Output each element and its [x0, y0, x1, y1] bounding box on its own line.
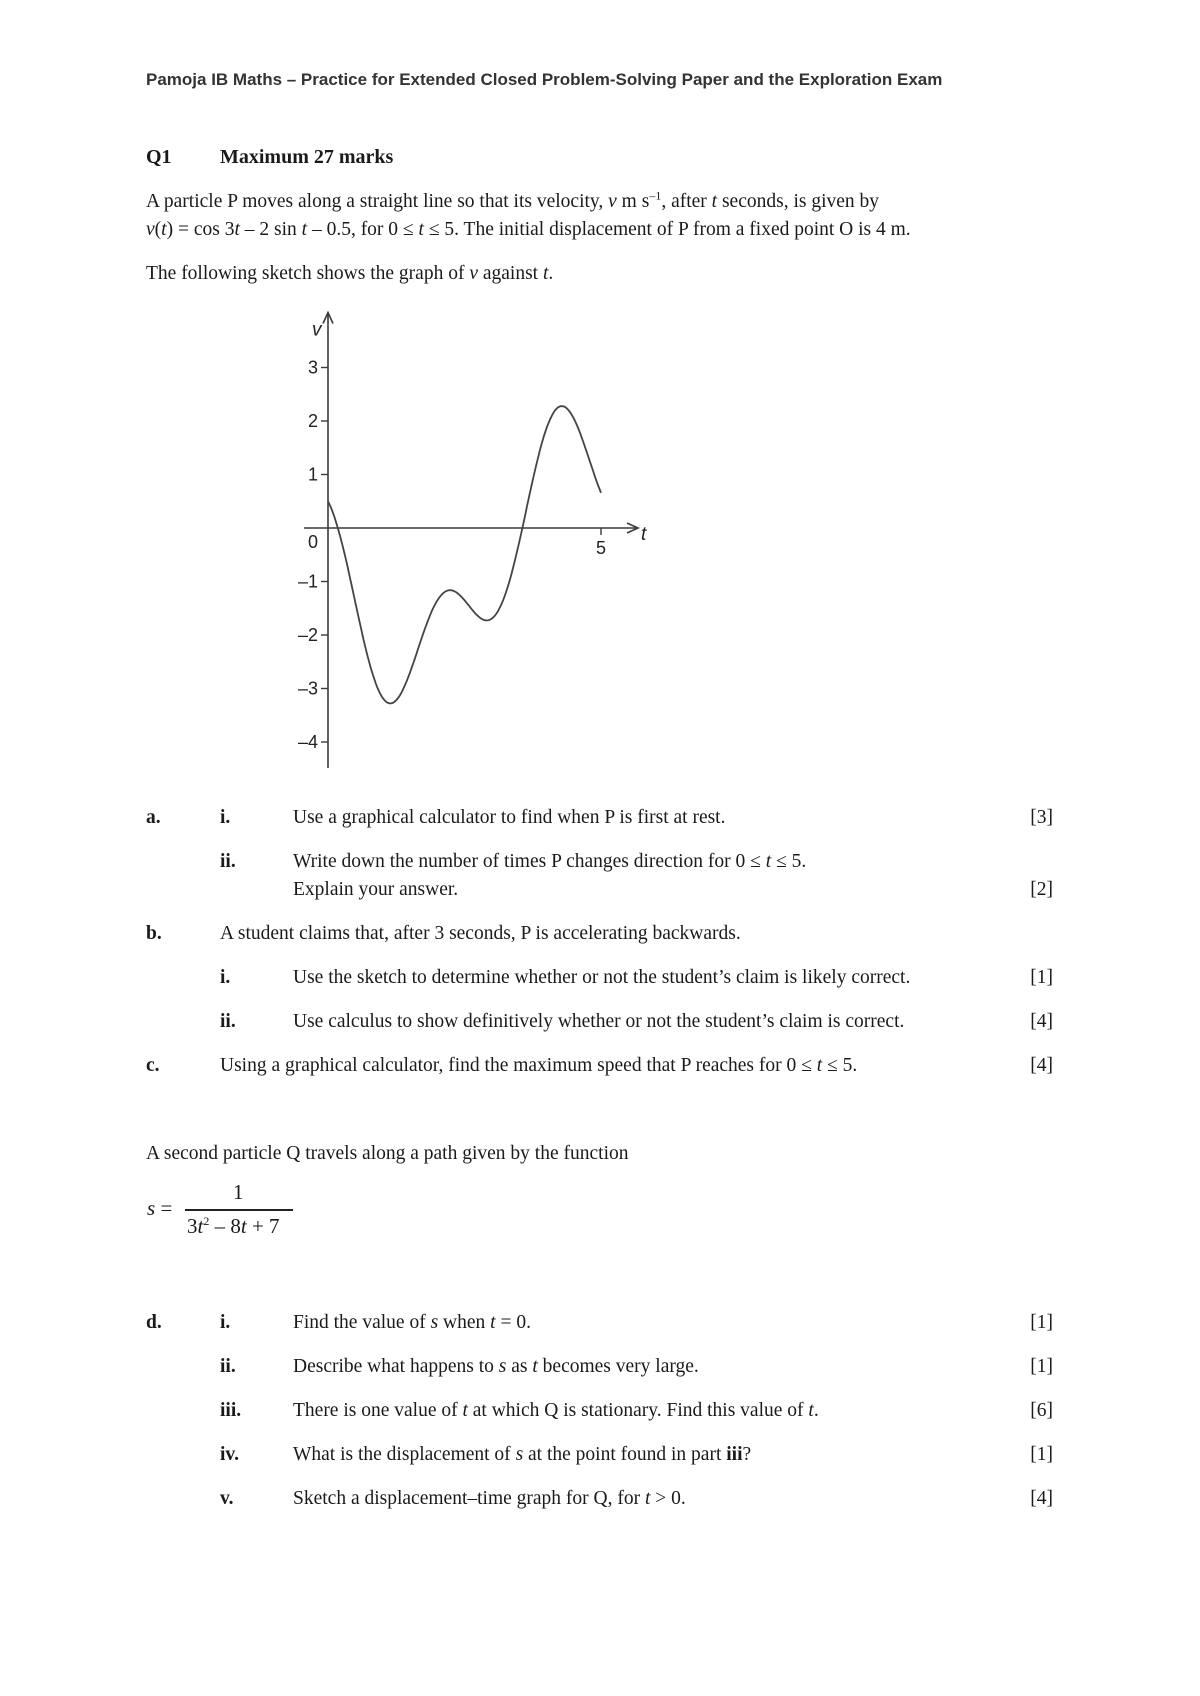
part-text: There is one value of	[293, 1400, 463, 1421]
part-d-ii-text	[293, 1356, 699, 1378]
part-label-d: d.	[146, 1312, 162, 1333]
part-text: = 0.	[495, 1312, 531, 1333]
var-t: t	[197, 1214, 204, 1238]
part-d-iv-text	[293, 1444, 751, 1466]
intro-text: m s	[616, 191, 650, 212]
formula-lhs	[147, 1196, 172, 1221]
superscript: 2	[203, 1214, 210, 1228]
x-axis-label: t	[641, 524, 647, 545]
part-a-i-text: Use a graphical calculator to find when P is first at rest.	[293, 807, 726, 828]
part-b-i-text: Use the sketch to determine whether or not the student’s claim is likely correct.	[293, 967, 911, 988]
marks-b-ii: [4]	[1030, 1011, 1053, 1032]
part-text: becomes very large.	[537, 1356, 699, 1377]
equals: =	[155, 1196, 173, 1220]
marks-d-iii: [6]	[1030, 1400, 1053, 1421]
intro-text: The following sketch shows the graph of	[146, 263, 470, 284]
var-v: v	[608, 191, 617, 212]
part-a-ii-text-2: Explain your answer.	[293, 879, 459, 900]
second-intro: A second particle Q travels along a path given by the function	[146, 1143, 629, 1164]
question-marks: Maximum 27 marks	[220, 146, 394, 168]
marks-a-i: [3]	[1030, 807, 1053, 828]
intro-text: (	[154, 219, 162, 240]
part-text: at the point found in part	[523, 1444, 727, 1465]
var-t: t	[542, 263, 549, 284]
intro-text: ≤ 5. The initial displacement of P from a fixed point O is 4 m.	[423, 219, 911, 240]
intro-text: – 0.5, for 0 ≤	[307, 219, 419, 240]
part-text: Sketch a displacement–time graph for Q, for	[293, 1488, 645, 1509]
chart-layer	[298, 313, 647, 769]
part-d-iii-text	[293, 1400, 819, 1422]
superscript: –1	[649, 188, 662, 203]
var-t: t	[418, 219, 424, 240]
part-text: as	[506, 1356, 533, 1377]
intro-text: , after	[661, 191, 712, 212]
var-t: t	[532, 1356, 538, 1377]
marks-d-ii: [1]	[1030, 1356, 1053, 1377]
x-tick-label-5: 5	[595, 538, 607, 558]
part-text: What is the displacement of	[293, 1444, 516, 1465]
part-a-ii-text	[293, 851, 806, 873]
var-t: t	[161, 219, 167, 240]
question-number: Q1	[146, 146, 172, 168]
var-s: s	[498, 1356, 507, 1377]
marks-c: [4]	[1030, 1055, 1053, 1076]
marks-d-iv: [1]	[1030, 1444, 1053, 1465]
part-text: Find the value of	[293, 1312, 431, 1333]
marks-b-i: [1]	[1030, 967, 1053, 988]
var-s: s	[430, 1312, 439, 1333]
var-v: v	[469, 263, 478, 284]
sub-label: iv.	[220, 1444, 239, 1465]
numerator: 1	[233, 1180, 244, 1204]
den-coef: 3	[187, 1214, 198, 1238]
sub-label: ii.	[220, 1356, 236, 1377]
part-text: ≤ 5.	[771, 851, 807, 872]
var-t: t	[711, 191, 718, 212]
part-text: Describe what happens to	[293, 1356, 499, 1377]
sub-label: v.	[220, 1488, 234, 1509]
var-t: t	[765, 851, 772, 872]
part-ref: iii	[726, 1444, 743, 1465]
part-c-text	[220, 1055, 857, 1077]
intro-text: against	[477, 263, 543, 284]
marks-a-ii: [2]	[1030, 879, 1053, 900]
var-t: t	[490, 1312, 496, 1333]
part-label-b: b.	[146, 923, 162, 944]
sub-label: ii.	[220, 851, 236, 872]
var-t: t	[234, 219, 240, 240]
sub-label: i.	[220, 1312, 231, 1333]
part-text: > 0.	[650, 1488, 686, 1509]
y-tick-label: 1	[307, 464, 318, 485]
den-term: + 7	[246, 1214, 280, 1238]
y-tick-label: 2	[307, 411, 318, 431]
denominator	[187, 1214, 280, 1239]
intro-text: seconds, is given by	[717, 191, 880, 212]
y-tick-label: –3	[297, 678, 318, 699]
sub-label: iii.	[220, 1400, 242, 1421]
intro-text: .	[548, 263, 554, 284]
part-d-i-text	[293, 1312, 531, 1334]
var-s: s	[515, 1444, 524, 1465]
part-text: at which Q is stationary. Find this value of	[467, 1400, 809, 1421]
part-label-c: c.	[146, 1055, 160, 1076]
var-t: t	[808, 1400, 814, 1421]
var-s: s	[147, 1196, 156, 1220]
velocity-curve	[328, 406, 601, 703]
marks-d-v: [4]	[1030, 1488, 1053, 1509]
part-label-a: a.	[146, 807, 161, 828]
sub-label: i.	[220, 967, 231, 988]
x-tick-label-0: 0	[307, 532, 318, 552]
intro-text: – 2 sin	[239, 219, 302, 240]
part-b-ii-text: Use calculus to show definitively whether or not the student’s claim is correct.	[293, 1011, 905, 1032]
page-header: Pamoja IB Maths – Practice for Extended Closed Problem-Solving Paper and the Exploration Exam	[146, 70, 943, 89]
part-text: .	[813, 1400, 819, 1421]
var-t: t	[301, 219, 308, 240]
part-b-text: A student claims that, after 3 seconds, P is accelerating backwards.	[220, 923, 741, 944]
den-term: – 8	[209, 1214, 241, 1238]
marks-d-i: [1]	[1030, 1312, 1053, 1333]
var-t: t	[240, 1214, 247, 1238]
part-d-v-text	[293, 1488, 686, 1510]
y-tick-label: –2	[297, 625, 318, 645]
intro-text: ) = cos 3	[166, 219, 235, 240]
part-text: Write down the number of times P changes direction for 0 ≤	[293, 851, 766, 872]
y-tick-label: 3	[307, 357, 318, 378]
sub-label: ii.	[220, 1011, 236, 1032]
part-text: ?	[742, 1444, 752, 1465]
y-tick-label: –4	[297, 732, 318, 752]
var-t: t	[462, 1400, 468, 1421]
var-t: t	[816, 1055, 823, 1076]
velocity-time-graph	[0, 0, 1200, 800]
fraction-bar	[185, 1209, 293, 1211]
y-tick-label: –1	[297, 571, 318, 592]
part-text: Using a graphical calculator, find the maximum speed that P reaches for 0 ≤	[220, 1055, 817, 1076]
var-t: t	[644, 1488, 651, 1509]
sub-label: i.	[220, 807, 231, 828]
var-v: v	[146, 219, 155, 240]
y-axis-label: v	[312, 319, 322, 341]
part-text: when	[438, 1312, 491, 1333]
intro-text: A particle P moves along a straight line so that its velocity,	[146, 191, 609, 212]
part-text: ≤ 5.	[822, 1055, 858, 1076]
